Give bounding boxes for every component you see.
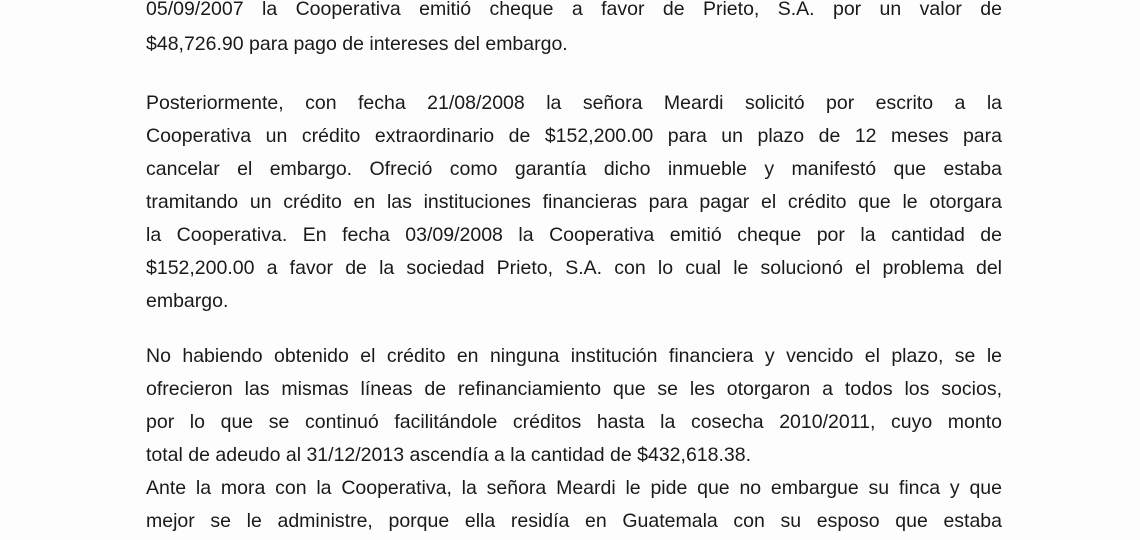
paragraph-2-line-7: embargo.: [146, 290, 229, 312]
paragraph-4-line-1: Ante la mora con la Cooperativa, la señora Meardi le pide que no embargue su finca y que: [146, 477, 1002, 499]
paragraph-2-line-3: cancelar el embargo. Ofreció como garantía dicho inmueble y manifestó que estaba: [146, 158, 1002, 180]
paragraph-2-line-1: Posteriormente, con fecha 21/08/2008 la señora Meardi solicitó por escrito a la: [146, 92, 1002, 114]
paragraph-1-line-2: $48,726.90 para pago de intereses del embargo.: [146, 33, 568, 55]
paragraph-2-line-5: la Cooperativa. En fecha 03/09/2008 la Cooperativa emitió cheque por la cantidad de: [146, 224, 1002, 246]
paragraph-3-line-2: ofrecieron las mismas líneas de refinanciamiento que se les otorgaron a todos los socios,: [146, 378, 1002, 400]
paragraph-4-line-2: mejor se le administre, porque ella residía en Guatemala con su esposo que estaba: [146, 510, 1002, 532]
paragraph-3-line-3: por lo que se continuó facilitándole créditos hasta la cosecha 2010/2011, cuyo monto: [146, 411, 1002, 433]
paragraph-3-line-4: total de adeudo al 31/12/2013 ascendía a la cantidad de $432,618.38.: [146, 444, 752, 466]
paragraph-1-line-1: 05/09/2007 la Cooperativa emitió cheque a favor de Prieto, S.A. por un valor de: [146, 0, 1002, 20]
paragraph-2-line-4: tramitando un crédito en las instituciones financieras para pagar el crédito que le otorgara: [146, 191, 1002, 213]
paragraph-2-line-2: Cooperativa un crédito extraordinario de $152,200.00 para un plazo de 12 meses para: [146, 125, 1002, 147]
paragraph-3-line-1: No habiendo obtenido el crédito en ninguna institución financiera y vencido el plazo, se le: [146, 345, 1002, 367]
paragraph-2-line-6: $152,200.00 a favor de la sociedad Prieto, S.A. con lo cual le solucionó el problema del: [146, 257, 1002, 279]
